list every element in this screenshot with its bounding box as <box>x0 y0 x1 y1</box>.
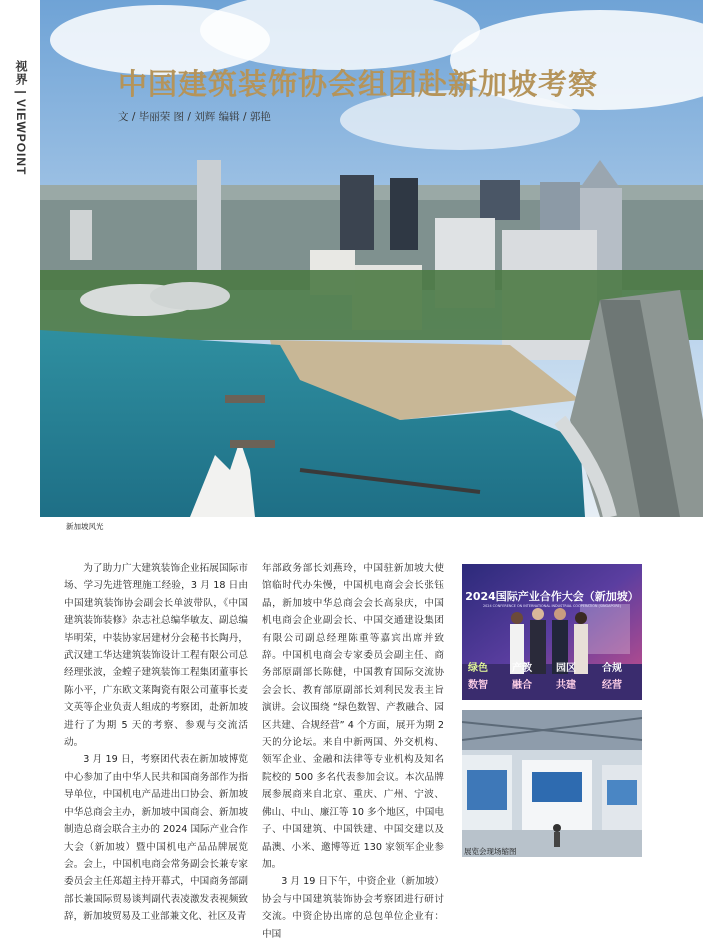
banner-tag: 产教 <box>512 663 532 674</box>
expo-photo <box>462 710 642 857</box>
banner-tag-lower: 数智 <box>468 680 488 691</box>
paragraph: 3 月 19 日下午，中资企业（新加坡）协会与中国建筑装饰协会考察团进行研讨交流。中资企协出席的总包单位企业有：中国 <box>262 876 444 940</box>
banner-subtitle: 2024 CONFERENCE ON INTERNATIONAL INDUSTRIAL COOPERATION (SINGAPORE) <box>482 604 622 608</box>
article-title: 中国建筑装饰协会组团赴新加坡考察 <box>118 67 599 101</box>
conference-photo <box>462 564 642 700</box>
paragraph: 年部政务部长刘燕玲，中国驻新加坡大使馆临时代办朱慢，中国机电商会会长张钰晶，新加坡中华总商会会长高泉庆，中国机电商会企业副会长、中国交通建设集团有限公司副总经理陈重等嘉宾出席并致辞。中国机电商会专家委员会副主任、商务部原副部长陈健，中国教育国际交流协会会长、教育部原副部长刘利民发表主旨演讲。会议围绕 “绿色数智、产教融合、园区共建、合规经营” 4 个方面，展开为期 2 天的分论坛。来自中新两国、外交机构、领军企业、金融和法律等专业机构及知名院校的 500 多名代表参加会议。本次品牌展参展商来自北京、重庆、广州、宁波、佛山、中山、廉江等 10 多个地区，中国电子、中国建筑、中国铁建、中国交建以及晶澳、小米、邀博等近 130 家领军企业参加。 <box>262 563 444 870</box>
banner-tag: 园区 <box>556 663 576 674</box>
section-label: 视界 | VIEWPOINT <box>14 60 28 176</box>
banner-tag-lower: 融合 <box>512 680 532 691</box>
banner-tag: 绿色 <box>468 663 488 674</box>
paragraph: 3 月 19 日，考察团代表在新加坡博览中心参加了由中华人民共和国商务部作为指导单位，中国机电产品进出口协会、新加坡中华总商会主办，新加坡中国商会、新加坡制造总商会联合主办的 2024 国际产业合作大会（新加坡）暨中国机电产品品牌展览会。会上，中国机电商会常务副会长兼专家委员会主任郑超主持开幕式，中国商务部副部长兼国际贸易谈判副代表凌激发表视频致辞，新加坡贸易及工业部兼文化、社区及青 <box>64 754 249 923</box>
banner-tag-lower: 共建 <box>556 680 576 691</box>
article-credits: 文 / 毕丽荣 图 / 刘辉 编辑 / 郭艳 <box>118 111 271 123</box>
hero-caption: 新加坡风光 <box>66 522 104 531</box>
body-column-2 <box>262 560 444 943</box>
body-column-1 <box>64 560 248 926</box>
banner-tag-lower: 经营 <box>602 680 622 691</box>
banner-tag: 合规 <box>602 663 622 674</box>
banner-title: 2024国际产业合作大会（新加坡） <box>465 590 639 603</box>
expo-caption: 展览会现场缩图 <box>464 847 517 856</box>
paragraph: 为了助力广大建筑装饰企业拓展国际市场、学习先进管理施工经验，3 月 18 日由中国建筑装饰协会副会长单波带队，《中国建筑装饰装修》杂志社总编华敏友、副总编毕明荣，中装协家居建材分会秘书长陶丹，武汉建工华达建筑装饰设计工程有限公司总经理张波，金螳子建筑装饰工程集团董事长陈小平，广东欧文莱陶瓷有限公司董事长麦文英等企业负责人组成的考察团，赴新加坡进行了为期 5 天的考察、参观与交流活动。 <box>64 563 248 749</box>
side-tab <box>0 0 40 867</box>
